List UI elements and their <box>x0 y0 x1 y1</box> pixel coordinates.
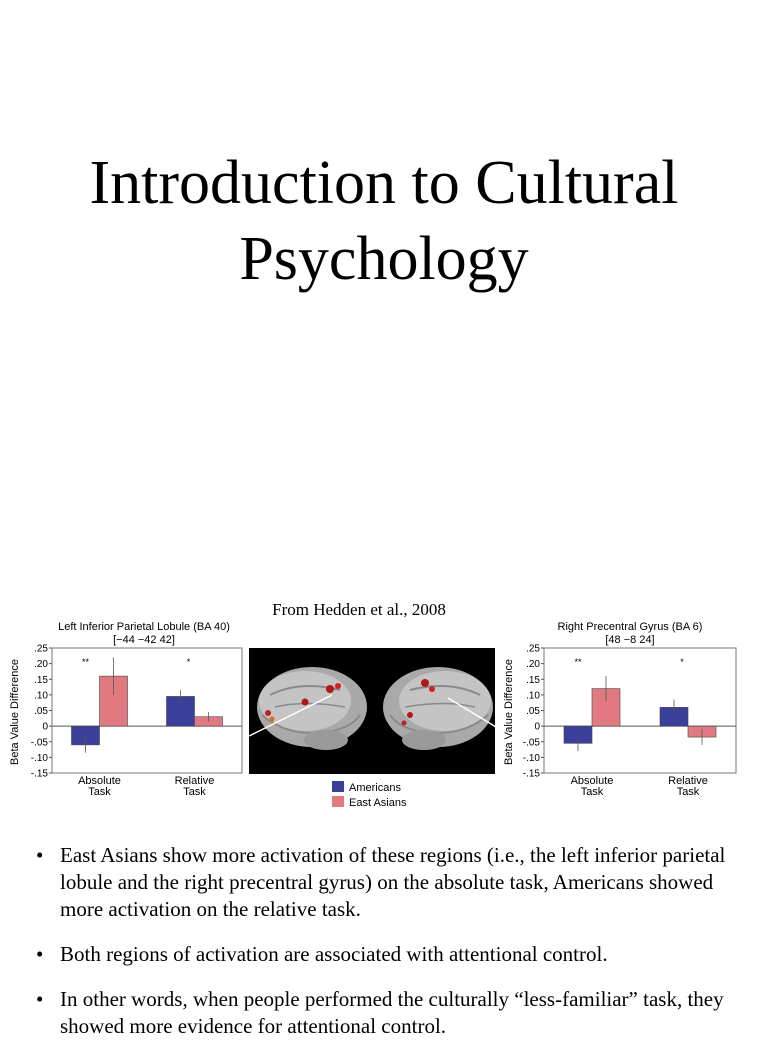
figure-credit: From Hedden et al., 2008 <box>272 600 446 619</box>
significance-marker: ** <box>574 657 582 667</box>
x-tick-label: Task <box>183 786 206 798</box>
bullet-dot: • <box>36 987 44 1011</box>
bullet-item <box>36 842 736 923</box>
y-tick-label: 0 <box>534 721 540 733</box>
bullet-text: In other words, when people performed the culturally “less-familiar” task, they showed more evidence for attentional control. <box>60 987 724 1038</box>
bullet-item <box>36 941 736 968</box>
slide-title <box>0 145 768 297</box>
y-axis-label: Beta Value Difference <box>9 659 21 765</box>
y-tick-label: -.10 <box>522 752 540 764</box>
chart-subtitle: [48 −8 24] <box>605 634 655 646</box>
y-tick-label: -.15 <box>30 768 48 780</box>
figure <box>0 615 768 815</box>
plot-frame <box>544 648 736 773</box>
y-tick-label: .10 <box>526 690 540 702</box>
bullet-dot: • <box>36 843 44 867</box>
bullet-list <box>36 842 736 1058</box>
y-tick-label: .20 <box>526 659 540 671</box>
y-tick-label: .05 <box>34 706 48 717</box>
significance-marker: ** <box>81 657 90 667</box>
slide-title-line-2: Psychology <box>239 225 529 293</box>
plot-frame <box>52 648 242 773</box>
x-tick-label: Task <box>676 786 700 798</box>
legend-swatch-americans <box>332 781 344 792</box>
legend-swatch-east-asians <box>332 796 344 807</box>
brain-image <box>249 648 496 774</box>
chart-title: Right Precentral Gyrus (BA 6) <box>557 621 703 633</box>
y-tick-label: -.10 <box>30 752 48 764</box>
y-axis-label: Beta Value Difference <box>503 659 515 765</box>
y-tick-label: .15 <box>34 674 48 686</box>
y-tick-label: .05 <box>526 706 540 717</box>
legend-label-east-asians: East Asians <box>349 797 407 809</box>
x-tick-label: Relative <box>668 775 708 787</box>
y-tick-label: -.05 <box>30 737 48 749</box>
x-tick-label: Absolute <box>78 775 121 787</box>
chart-title: Left Inferior Parietal Lobule (BA 40) <box>58 621 230 633</box>
legend-label-americans: Americans <box>349 782 401 794</box>
bullet-item <box>36 986 736 1040</box>
y-tick-label: .10 <box>34 690 48 702</box>
y-tick-label: .25 <box>526 643 540 655</box>
bullet-text: Both regions of activation are associated with attentional control. <box>60 942 608 966</box>
slide-title-line-1: Introduction to Cultural <box>89 149 679 217</box>
bullet-dot: • <box>36 942 44 966</box>
significance-marker: * <box>186 657 191 667</box>
y-tick-label: .20 <box>34 659 48 671</box>
x-tick-label: Relative <box>174 775 215 787</box>
legend <box>332 781 407 809</box>
bullet-text: East Asians show more activation of these regions (i.e., the left inferior parietal lobule and the right precentral gyrus) on the absolute task, Americans showed more activation on the relative task. <box>60 843 726 921</box>
y-tick-label: .15 <box>526 674 540 686</box>
y-tick-label: .25 <box>34 643 48 655</box>
significance-marker: * <box>680 657 684 667</box>
y-tick-label: 0 <box>42 721 48 733</box>
chart-subtitle: [−44 −42 42] <box>113 634 175 646</box>
y-tick-label: -.15 <box>522 768 540 780</box>
chart-left-parietal <box>9 621 242 798</box>
y-tick-label: -.05 <box>522 737 540 749</box>
x-tick-label: Absolute <box>570 775 614 787</box>
x-tick-label: Task <box>580 786 604 798</box>
chart-right-precentral <box>503 621 736 798</box>
x-tick-label: Task <box>88 786 111 798</box>
